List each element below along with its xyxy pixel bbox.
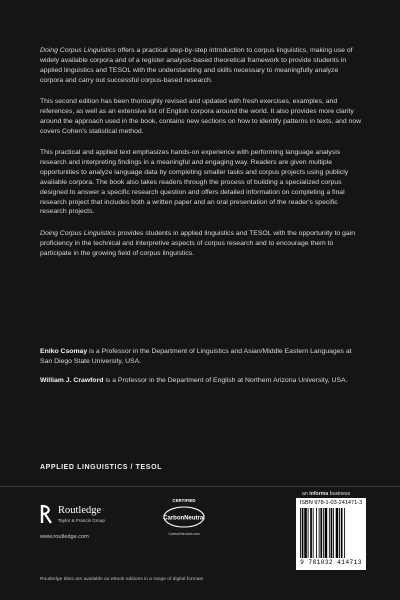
carbon-neutral-seal-graphic — [162, 506, 206, 528]
subject-category: APPLIED LINGUISTICS / TESOL — [40, 464, 162, 471]
barcode-number: 9 781032 414713 — [300, 559, 362, 566]
author-bio-2: William J. Crawford is a Professor in the Department of English at Northern Arizona University, USA. — [40, 376, 348, 384]
book-title-italic: Doing Corpus Linguistics — [40, 229, 116, 237]
description-paragraph-3: This practical and applied text emphasizes hands-on experience with performing language analysis research and interpreting findings in a meaningful and engaging way. Readers are given multiple opportunities to analyze language data by completing smaller tasks and corpus projects using publicly available corpora. The book also takes readers through the process of building a specialized corpus designed to answer a specific research question and offers detailed information on completing a final research project that includes both a written paper and an oral presentation of the reader's specific research projects. — [40, 149, 349, 216]
informa-business: an informa business — [302, 491, 351, 497]
book-title-italic: Doing Corpus Linguistics — [40, 47, 116, 54]
isbn-barcode-block — [296, 498, 366, 570]
description-paragraph-1: Doing Corpus Linguistics offers a practical step-by-step introduction to corpus linguistics, making use of widely available corpora and of a register analysis-based theoretical framework to provide students in applied linguistics and TESOL with the understanding and skills necessary to meaningfully analyze corpora and carry out successful corpus-based research. — [40, 47, 353, 84]
author-name: William J. Crawford — [40, 376, 104, 384]
description-paragraph-4: Doing Corpus Linguistics provides students in applied linguistics and TESOL with the opportunity to gain proficiency in the technical and interpretive aspects of corpus research and to encourage them to participate in the growing field of corpus linguistics. — [40, 229, 355, 257]
barcode-graphic — [299, 508, 363, 558]
divider — [0, 486, 400, 487]
routledge-r-logo-icon — [40, 504, 53, 524]
author-name: Eniko Csomay — [40, 348, 88, 355]
seal-middle-text: CarbonNeutral — [163, 515, 205, 522]
publisher-name: Routledge — [58, 505, 102, 516]
carbon-neutral-seal-icon: CERTIFIED CarbonNeutral CarbonNeutral.com — [163, 498, 205, 536]
publisher-block — [40, 500, 160, 560]
publisher-group: Taylor & Francis Group — [58, 518, 105, 523]
publisher-url: www.routledge.com — [40, 534, 89, 540]
author-bio-1: Eniko Csomay is a Professor in the Department of Linguistics and Asian/Middle Eastern Languages at San Diego State University, USA. — [40, 348, 352, 365]
author-bios — [40, 347, 362, 395]
isbn-text: ISBN 978-1-03-241471-3 — [299, 500, 363, 506]
description-paragraph-2: This second edition has been thoroughly revised and updated with fresh exercises, examples, and references, as well as an extensive list of English corpora around the world. It also provides more clarity around the approach used in the book, contains new sections on how to identify patterns in texts, and now covers Cohen's statistical method. — [40, 98, 362, 135]
ebook-footnote: Routledge titles are available as eBook editions in a range of digital formats — [40, 577, 204, 582]
description-text — [40, 46, 362, 270]
